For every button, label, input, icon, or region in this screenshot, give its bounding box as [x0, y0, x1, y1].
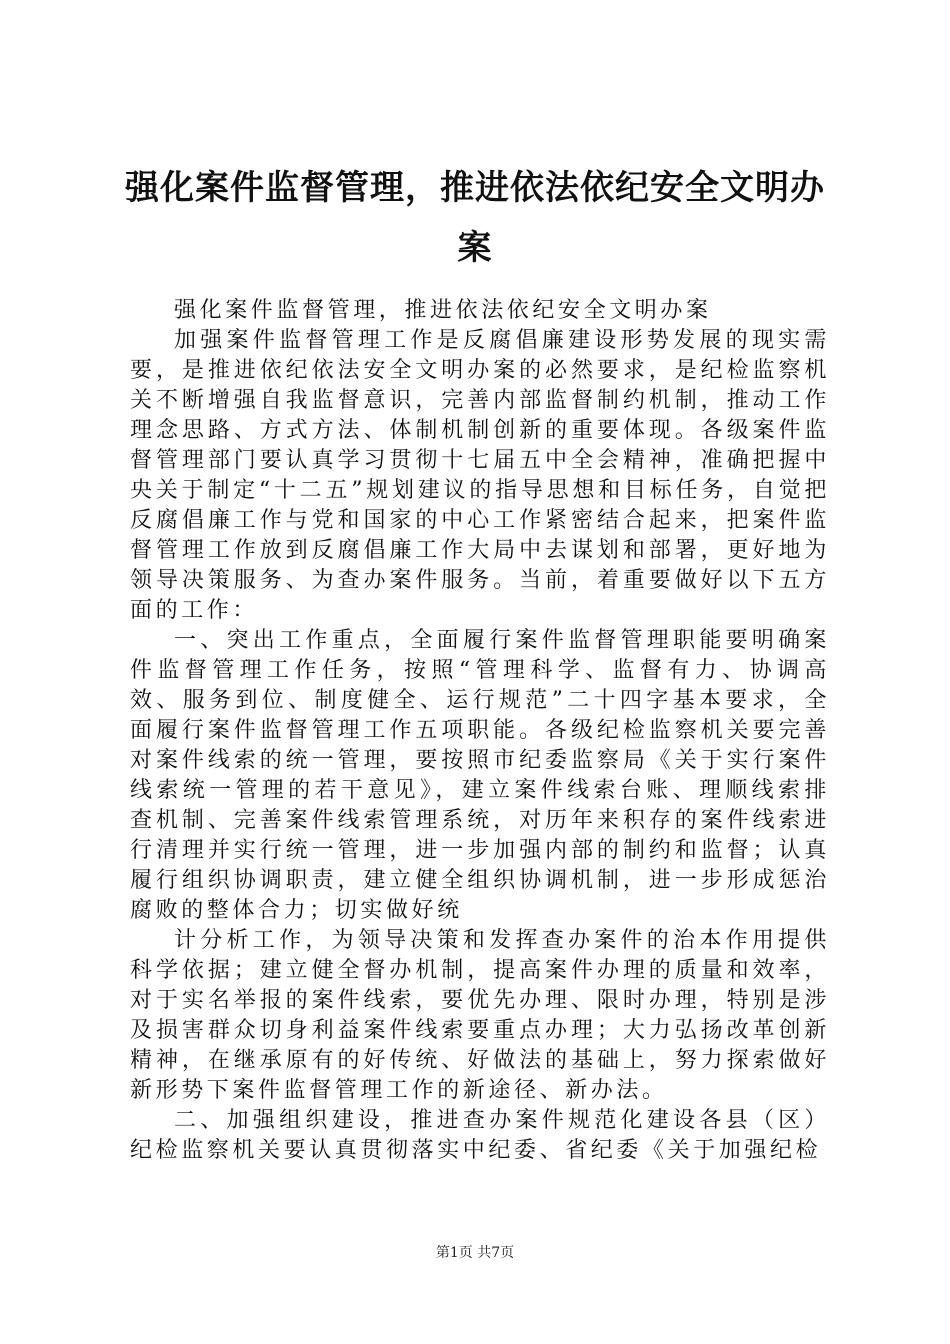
document-title: 强化案件监督管理，推进依法依纪安全文明办案	[125, 168, 825, 268]
paragraph-intro: 加强案件监督管理工作是反腐倡廉建设形势发展的现实需要，是推进依纪依法安全文明办案的必然要求，是纪检监察机关不断增强自我监督意识，完善内部监督制约机制，推动工作理念思路、方式方法、体制机制创新的重要体现。各级案件监督管理部门要认真学习贯彻十七届五中全会精神，准确把握中央关于制定“十二五”规划建议的指导思想和目标任务，自觉把反腐倡廉工作与党和国家的中心工作紧密结合起来，把案件监督管理工作放到反腐倡廉工作大局中去谋划和部署，更好地为领导决策服务、为查办案件服务。当前，着重要做好以下五方面的工作：	[130, 328, 830, 623]
paragraph-section-one: 一、突出工作重点，全面履行案件监督管理职能要明确案件监督管理工作任务，按照“管理科学、监督有力、协调高效、服务到位、制度健全、运行规范”二十四字基本要求，全面履行案件监督管理工作五项职能。各级纪检监察机关要完善对案件线索的统一管理，要按照市纪委监察局《关于实行案件线索统一管理的若干意见》，建立案件线索台账、理顺线索排查机制、完善案件线索管理系统，对历年来积存的案件线索进行清理并实行统一管理，进一步加强内部的制约和监督；认真履行组织协调职责，建立健全组织协调机制，进一步形成惩治腐败的整体合力；切实做好统	[130, 628, 830, 923]
paragraph-section-two: 二、加强组织建设，推进查办案件规范化建设各县（区）纪检监察机关要认真贯彻落实中纪委、省纪委《关于加强纪检	[130, 1108, 830, 1163]
paragraph-section-one-continued: 计分析工作，为领导决策和发挥查办案件的治本作用提供科学依据；建立健全督办机制，提高案件办理的质量和效率，对于实名举报的案件线索，要优先办理、限时办理，特别是涉及损害群众切身利益案件线索要重点办理；大力弘扬改革创新精神，在继承原有的好传统、好做法的基础上，努力探索做好新形势下案件监督管理工作的新途径、新办法。	[130, 928, 830, 1103]
paragraph-subtitle: 强化案件监督管理，推进依法依纪安全文明办案	[174, 298, 712, 323]
page-number-footer: 第1页 共7页	[435, 1245, 515, 1261]
document-body	[130, 296, 830, 1166]
